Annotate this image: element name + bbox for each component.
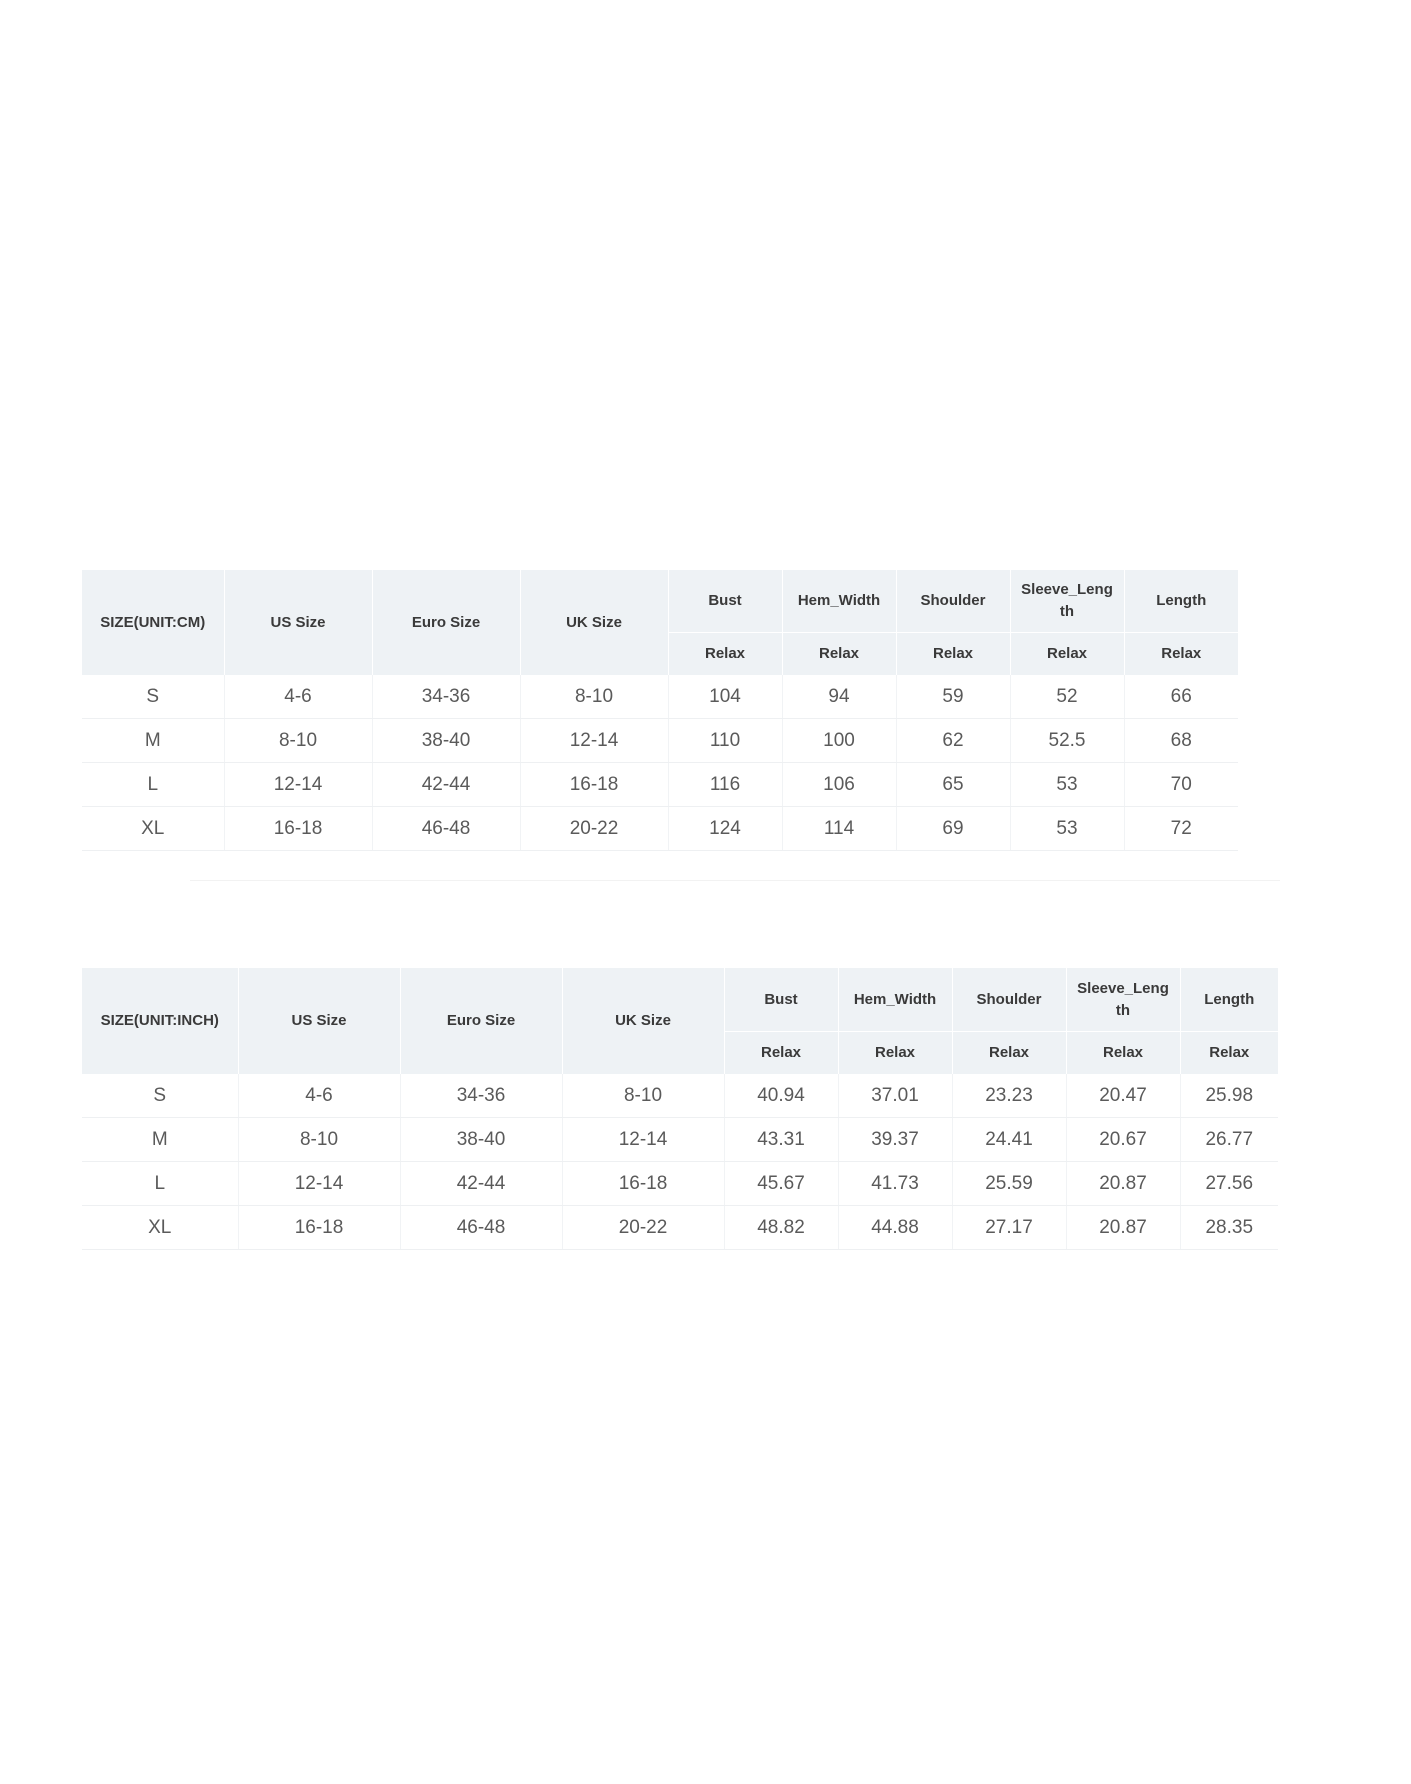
table-cell: 41.73: [838, 1162, 952, 1206]
size-unit-header: SIZE(UNIT:CM): [82, 570, 224, 675]
length-header: Length: [1180, 968, 1278, 1032]
table-cell: 62: [896, 719, 1010, 763]
table-cell: 20-22: [562, 1206, 724, 1250]
table-cell: 25.98: [1180, 1074, 1278, 1118]
table-row: [82, 1118, 1278, 1162]
table-cell: 42-44: [372, 763, 520, 807]
shoulder-header: Shoulder: [896, 570, 1010, 633]
bust-header: Bust: [668, 570, 782, 633]
table-cell: 34-36: [372, 675, 520, 719]
table-cell: 20-22: [520, 807, 668, 851]
uk-size-header: UK Size: [562, 968, 724, 1074]
euro-size-header: Euro Size: [372, 570, 520, 675]
table-cell: 37.01: [838, 1074, 952, 1118]
table-cell: 72: [1124, 807, 1238, 851]
table-cell: 39.37: [838, 1118, 952, 1162]
shoulder-header: Shoulder: [952, 968, 1066, 1032]
table-cell: 44.88: [838, 1206, 952, 1250]
table-cell: 48.82: [724, 1206, 838, 1250]
sleeve-length-header: Sleeve_Leng th: [1010, 570, 1124, 633]
table-cell: 12-14: [238, 1162, 400, 1206]
table-cell: 114: [782, 807, 896, 851]
table-cell: 65: [896, 763, 1010, 807]
table-cell: 12-14: [562, 1118, 724, 1162]
relax-subheader: Relax: [668, 633, 782, 676]
table-cell: 100: [782, 719, 896, 763]
size-chart-cm: [82, 570, 1238, 851]
relax-subheader: Relax: [952, 1032, 1066, 1075]
size-label-cell: XL: [82, 1206, 238, 1250]
relax-subheader: Relax: [1180, 1032, 1278, 1075]
table-cell: 8-10: [238, 1118, 400, 1162]
table-cell: 116: [668, 763, 782, 807]
table-cell: 40.94: [724, 1074, 838, 1118]
table-cell: 110: [668, 719, 782, 763]
table-cell: 38-40: [372, 719, 520, 763]
table-row: [82, 763, 1238, 807]
table-cell: 69: [896, 807, 1010, 851]
table-cell: 12-14: [224, 763, 372, 807]
table-cell: 8-10: [562, 1074, 724, 1118]
hem-width-header: Hem_Width: [782, 570, 896, 633]
table-cell: 27.56: [1180, 1162, 1278, 1206]
table-cell: 42-44: [400, 1162, 562, 1206]
table-cell: 8-10: [224, 719, 372, 763]
size-label-cell: L: [82, 1162, 238, 1206]
table-cell: 94: [782, 675, 896, 719]
us-size-header: US Size: [224, 570, 372, 675]
table-cell: 45.67: [724, 1162, 838, 1206]
relax-subheader: Relax: [782, 633, 896, 676]
size-label-cell: M: [82, 719, 224, 763]
table-cell: 16-18: [562, 1162, 724, 1206]
table-cell: 4-6: [238, 1074, 400, 1118]
table-cell: 53: [1010, 807, 1124, 851]
table-cell: 52: [1010, 675, 1124, 719]
table-cell: 124: [668, 807, 782, 851]
relax-subheader: Relax: [896, 633, 1010, 676]
relax-subheader: Relax: [724, 1032, 838, 1075]
table-cell: 16-18: [238, 1206, 400, 1250]
size-label-cell: S: [82, 675, 224, 719]
sleeve-length-header: Sleeve_Leng th: [1066, 968, 1180, 1032]
table-row: [82, 1074, 1278, 1118]
table-cell: 20.87: [1066, 1162, 1180, 1206]
table-cell: 106: [782, 763, 896, 807]
table-cell: 68: [1124, 719, 1238, 763]
hem-width-header: Hem_Width: [838, 968, 952, 1032]
relax-subheader: Relax: [1010, 633, 1124, 676]
table-row: [82, 1206, 1278, 1250]
table-cell: 34-36: [400, 1074, 562, 1118]
table-cell: 23.23: [952, 1074, 1066, 1118]
table-cell: 70: [1124, 763, 1238, 807]
table-cell: 4-6: [224, 675, 372, 719]
table-cell: 43.31: [724, 1118, 838, 1162]
table-cell: 26.77: [1180, 1118, 1278, 1162]
table-cell: 24.41: [952, 1118, 1066, 1162]
table-cell: 66: [1124, 675, 1238, 719]
table-cell: 53: [1010, 763, 1124, 807]
table-row: [82, 675, 1238, 719]
relax-subheader: Relax: [838, 1032, 952, 1075]
divider: [190, 880, 1280, 881]
table-cell: 16-18: [224, 807, 372, 851]
table-cell: 20.47: [1066, 1074, 1180, 1118]
table-cell: 12-14: [520, 719, 668, 763]
table-cell: 38-40: [400, 1118, 562, 1162]
relax-subheader: Relax: [1066, 1032, 1180, 1075]
relax-subheader: Relax: [1124, 633, 1238, 676]
table-cell: 25.59: [952, 1162, 1066, 1206]
uk-size-header: UK Size: [520, 570, 668, 675]
table-cell: 59: [896, 675, 1010, 719]
length-header: Length: [1124, 570, 1238, 633]
table-row: [82, 1162, 1278, 1206]
table-cell: 46-48: [372, 807, 520, 851]
table-cell: 16-18: [520, 763, 668, 807]
table-row: [82, 719, 1238, 763]
size-label-cell: S: [82, 1074, 238, 1118]
bust-header: Bust: [724, 968, 838, 1032]
table-cell: 52.5: [1010, 719, 1124, 763]
table-cell: 46-48: [400, 1206, 562, 1250]
table-cell: 27.17: [952, 1206, 1066, 1250]
table-cell: 28.35: [1180, 1206, 1278, 1250]
table-row: [82, 807, 1238, 851]
us-size-header: US Size: [238, 968, 400, 1074]
size-label-cell: L: [82, 763, 224, 807]
table-cell: 104: [668, 675, 782, 719]
size-label-cell: XL: [82, 807, 224, 851]
table-cell: 8-10: [520, 675, 668, 719]
size-unit-header: SIZE(UNIT:INCH): [82, 968, 238, 1074]
size-label-cell: M: [82, 1118, 238, 1162]
euro-size-header: Euro Size: [400, 968, 562, 1074]
table-cell: 20.67: [1066, 1118, 1180, 1162]
size-chart-inch: [82, 968, 1278, 1250]
table-cell: 20.87: [1066, 1206, 1180, 1250]
